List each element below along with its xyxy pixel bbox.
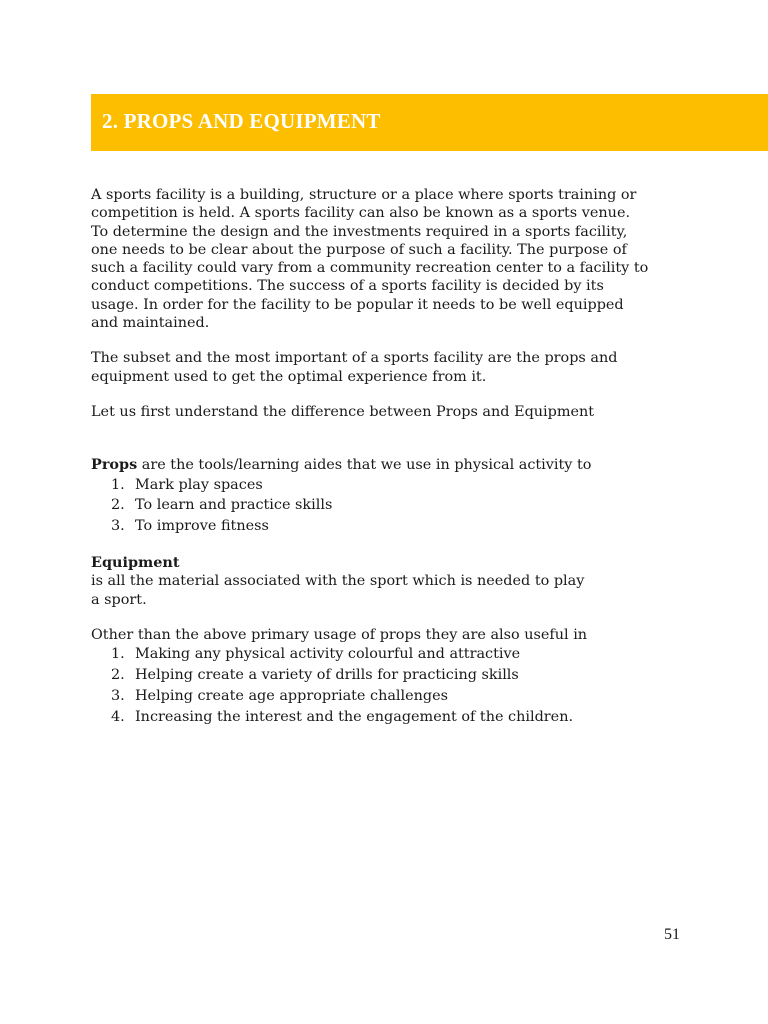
section-header-bar xyxy=(91,94,768,151)
equipment-term: Equipment xyxy=(91,554,180,572)
list-item-number: 3. xyxy=(111,517,125,534)
list-item-number: 4. xyxy=(111,708,125,725)
subset-paragraph xyxy=(91,349,691,386)
page-content xyxy=(91,186,691,727)
list-item-text: Helping create a variety of drills for practicing skills xyxy=(135,667,519,684)
page-number: 51 xyxy=(664,926,680,943)
props-term: Props xyxy=(91,456,138,474)
equipment-line: a sport. xyxy=(91,591,147,608)
props-list xyxy=(91,475,691,537)
list-item-number: 3. xyxy=(111,687,125,704)
list-item xyxy=(91,686,691,707)
list-item-number: 2. xyxy=(111,667,125,684)
list-item-text: To improve fitness xyxy=(135,517,269,534)
list-item-text: Increasing the interest and the engagement of the children. xyxy=(135,708,574,725)
list-item xyxy=(91,707,691,728)
props-definition-text: are the tools/learning aides that we use in physical activity to xyxy=(137,457,592,474)
list-item xyxy=(91,516,691,537)
list-item xyxy=(91,495,691,516)
equipment-definition-text: is all the material associated with the sport which is needed to play xyxy=(91,573,585,590)
list-item xyxy=(91,644,691,665)
intro-line: To determine the design and the investments required in a sports facility, xyxy=(91,223,628,240)
subset-line: equipment used to get the optimal experience from it. xyxy=(91,368,487,385)
subset-line: The subset and the most important of a sports facility are the props and xyxy=(91,350,618,367)
list-item-text: To learn and practice skills xyxy=(135,497,333,514)
list-item xyxy=(91,665,691,686)
section-title: 2. PROPS AND EQUIPMENT xyxy=(102,109,381,133)
intro-line: one needs to be clear about the purpose of such a facility. The purpose of xyxy=(91,241,627,258)
list-item-number: 2. xyxy=(111,497,125,514)
list-item-text: Helping create age appropriate challenges xyxy=(135,687,449,704)
intro-line: such a facility could vary from a community recreation center to a facility to xyxy=(91,260,649,277)
intro-line: A sports facility is a building, structure or a place where sports training or xyxy=(91,187,637,203)
useful-list xyxy=(91,644,691,727)
props-definition xyxy=(91,456,691,474)
difference-paragraph: Let us first understand the difference between Props and Equipment xyxy=(91,403,595,420)
list-item-text: Making any physical activity colourful and attractive xyxy=(135,646,521,663)
intro-line: competition is held. A sports facility can also be known as a sports venue. xyxy=(91,205,631,222)
intro-line: usage. In order for the facility to be popular it needs to be well equipped xyxy=(91,296,624,313)
other-usage-intro: Other than the above primary usage of props they are also useful in xyxy=(91,626,588,643)
intro-line: conduct competitions. The success of a sports facility is decided by its xyxy=(91,278,604,295)
list-item-number: 1. xyxy=(111,476,125,493)
list-item-number: 1. xyxy=(111,646,125,663)
list-item xyxy=(91,475,691,496)
list-item-text: Mark play spaces xyxy=(135,476,263,493)
equipment-definition xyxy=(91,554,691,609)
equipment-line xyxy=(91,554,691,591)
intro-line: and maintained. xyxy=(91,315,210,332)
intro-paragraph xyxy=(91,186,691,332)
